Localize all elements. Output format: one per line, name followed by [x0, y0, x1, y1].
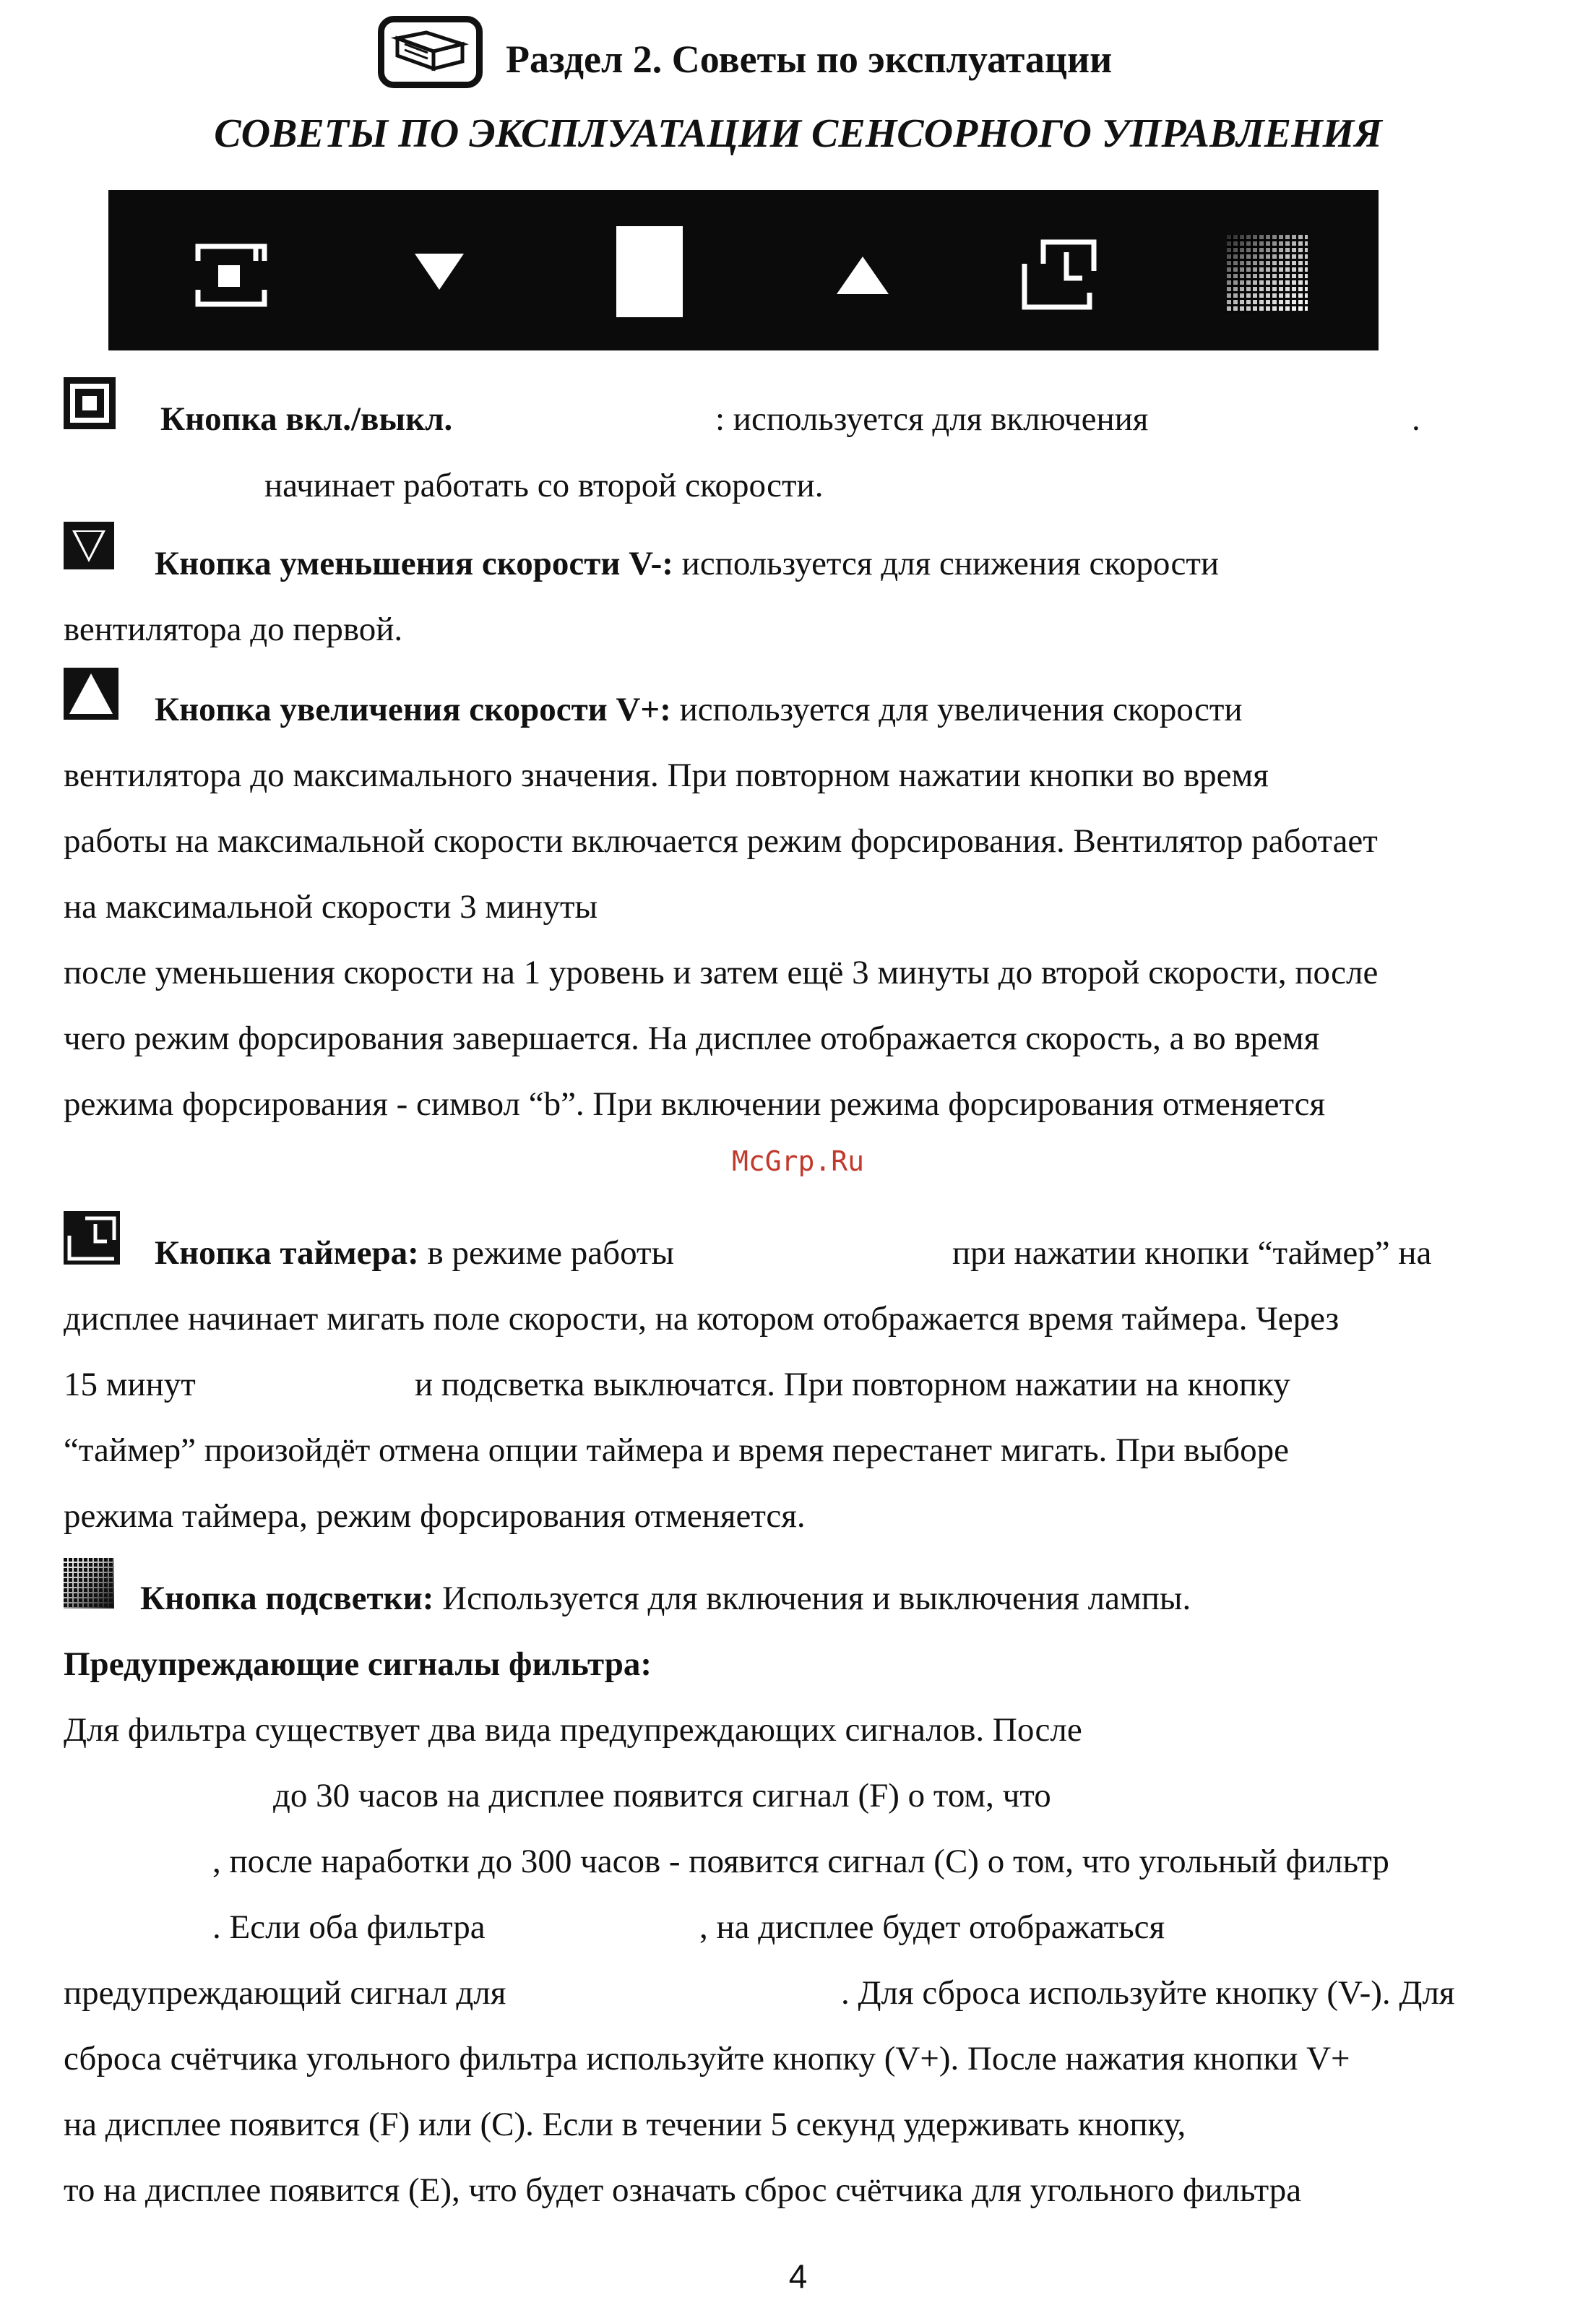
speed-down-line2: вентилятора до первой.	[64, 611, 403, 648]
display-icon	[616, 226, 683, 317]
timer-line4: “таймер” произойдёт отмена опции таймера и время перестанет мигать. При выборе	[64, 1431, 1289, 1469]
speed-up-line: чего режим форсирования завершается. На дисплее отображается скорость, а во время	[64, 1020, 1320, 1057]
timer-label: Кнопка таймера:	[155, 1234, 419, 1272]
filter-line: . Для сброса используйте кнопку (V-). Для	[841, 1974, 1455, 2012]
control-panel	[108, 190, 1379, 350]
speed-down-icon	[64, 522, 114, 569]
section-title: Раздел 2. Советы по эксплуатации	[506, 38, 1113, 81]
speed-up-label: Кнопка увеличения скорости V+:	[155, 691, 671, 728]
timer-line2: дисплее начинает мигать поле скорости, на котором отображается время таймера. Через	[64, 1300, 1340, 1338]
timer-line5: режима таймера, режим форсирования отменяется.	[64, 1497, 806, 1535]
speed-up-line: вентилятора до максимального значения. При повторном нажатии кнопки во время	[64, 757, 1269, 794]
speed-down-label: Кнопка уменьшения скорости V-:	[155, 545, 673, 582]
power-desc-end: .	[1412, 400, 1420, 438]
timer-desc: в режиме работы	[418, 1234, 675, 1272]
filter-line: . Если оба фильтра	[212, 1908, 486, 1946]
filter-line: сброса счётчика угольного фильтра используйте кнопку (V+). После нажатия кнопки V+	[64, 2040, 1350, 2077]
filter-line: то на дисплее появится (E), что будет означать сброс счётчика для угольного фильтра	[64, 2171, 1302, 2209]
speed-down-desc: используется для снижения скорости	[673, 545, 1220, 582]
light-icon	[1227, 235, 1308, 313]
speed-up-line: после уменьшения скорости на 1 уровень и затем ещё 3 минуты до второй скорости, после	[64, 954, 1379, 991]
power-label: Кнопка вкл./выкл.	[160, 400, 453, 438]
speed-up-icon	[834, 254, 892, 297]
filter-heading: Предупреждающие сигналы фильтра:	[64, 1645, 652, 1683]
filter-line: , после наработки до 300 часов - появится сигнал (С) о том, что угольный фильтр	[212, 1843, 1389, 1880]
book-icon	[378, 16, 483, 88]
light-desc: Используется для включения и выключения лампы.	[433, 1580, 1191, 1617]
speed-up-line: работы на максимальной скорости включается режим форсирования. Вентилятор работает	[64, 822, 1378, 860]
power-desc: : используется для включения	[715, 400, 1149, 438]
light-icon	[64, 1558, 114, 1609]
timer-line3a: 15 минут	[64, 1366, 196, 1403]
filter-line: , на дисплее будет отображаться	[699, 1908, 1165, 1946]
speed-up-desc: используется для увеличения скорости	[670, 691, 1243, 728]
speed-up-line: на максимальной скорости 3 минуты	[64, 888, 598, 926]
power-line2: начинает работать со второй скорости.	[264, 467, 824, 504]
timer-icon	[1017, 235, 1101, 314]
light-label: Кнопка подсветки:	[140, 1580, 434, 1617]
filter-line: на дисплее появится (F) или (С). Если в течении 5 секунд удерживать кнопку,	[64, 2106, 1186, 2143]
timer-icon	[64, 1211, 120, 1265]
speed-up-line: режима форсирования - символ “b”. При включении режима форсирования отменяется	[64, 1085, 1326, 1123]
filter-line: Для фильтра существует два вида предупреждающих сигналов. После	[64, 1711, 1082, 1749]
speed-up-icon	[64, 668, 118, 720]
timer-line3b: и подсветка выключатся. При повторном нажатии на кнопку	[415, 1366, 1290, 1403]
page-number: 4	[788, 2257, 808, 2295]
timer-desc-b: при нажатии кнопки “таймер” на	[952, 1234, 1432, 1272]
watermark: McGrp.Ru	[731, 1145, 865, 1177]
power-icon	[191, 239, 272, 311]
speed-down-icon	[410, 249, 468, 293]
power-icon	[64, 377, 116, 429]
filter-line: предупреждающий сигнал для	[64, 1974, 506, 2012]
filter-line: до 30 часов на дисплее появится сигнал (F) о том, что	[273, 1777, 1051, 1814]
page-title: СОВЕТЫ ПО ЭКСПЛУАТАЦИИ СЕНСОРНОГО УПРАВЛЕНИЯ	[214, 111, 1382, 156]
